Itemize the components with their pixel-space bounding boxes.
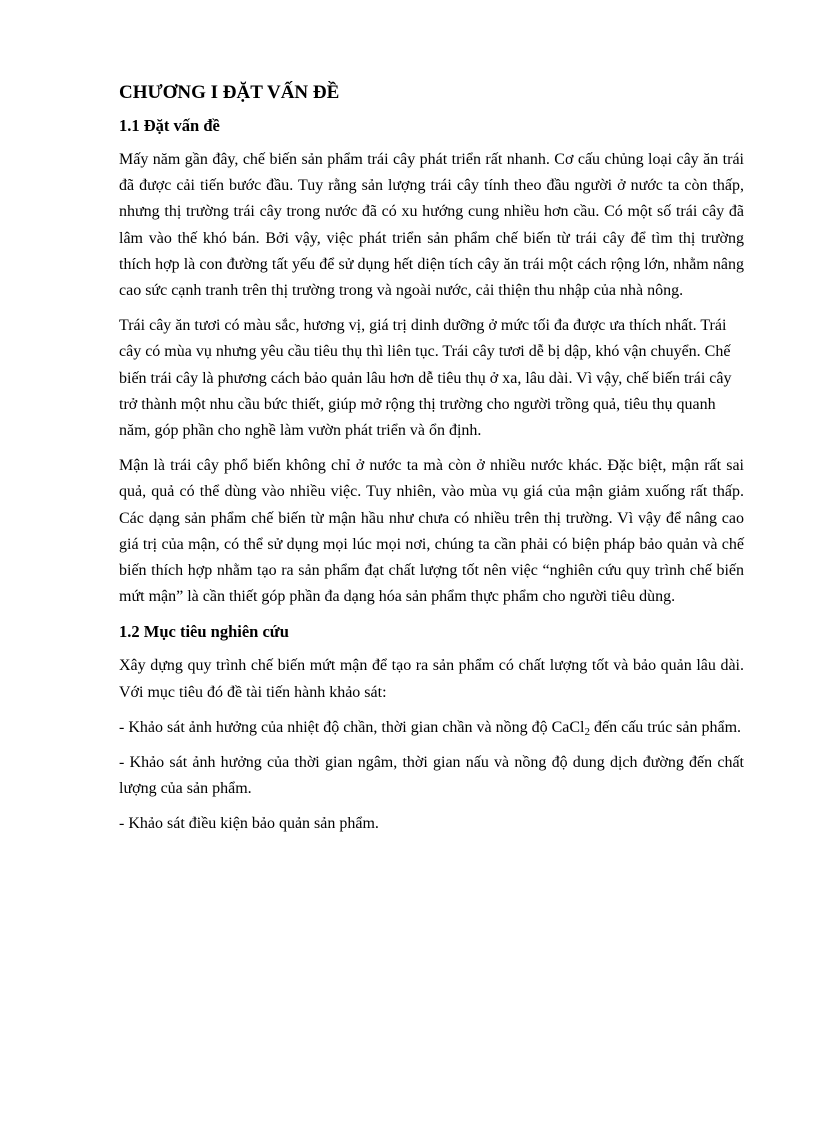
objective-item-1-text: - Khảo sát ảnh hưởng của nhiệt độ chần, thời gian chần và nồng độ CaCl bbox=[119, 718, 585, 736]
objective-item-1 bbox=[119, 715, 744, 741]
section-1-paragraph-2: Trái cây ăn tươi có màu sắc, hương vị, giá trị dinh dưỡng ở mức tối đa được ưa thích nhất. Trái cây có mùa vụ nhưng yêu cầu tiêu thụ thì liên tục. Trái cây tươi dễ bị dập, khó vận chuyển. Chế biến trái cây là phương cách bảo quản lâu hơn dễ tiêu thụ ở xa, lâu dài. Vì vậy, chế biến trái cây trở thành một nhu cầu bức thiết, giúp mở rộng thị trường cho người trồng quả, tiêu thụ quanh năm, góp phần cho nghề làm vườn phát triển và ổn định. bbox=[119, 317, 732, 440]
section-2-intro: Xây dựng quy trình chế biến mứt mận để tạo ra sản phẩm có chất lượng tốt và bảo quản lâu dài. Với mục tiêu đó đề tài tiến hành khảo sát: bbox=[119, 657, 744, 701]
document-page bbox=[119, 80, 744, 847]
section-1-paragraph-1: Mấy năm gần đây, chế biến sản phẩm trái cây phát triển rất nhanh. Cơ cấu chủng loại cây ăn trái đã được cải tiến bước đầu. Tuy rằng sản lượng trái cây tính theo đầu người ở nước ta còn thấp, nhưng thị trường trái cây trong nước đã có xu hướng cung nhiều hơn cầu. Có một số trái cây đã lâm vào thế khó bán. Bởi vậy, việc phát triển sản phẩm chế biến từ trái cây để tìm thị trường thích hợp là con đường tất yếu để sử dụng hết diện tích cây ăn trái một cách rộng lớn, nhằm nâng cao sức cạnh tranh trên thị trường trong và ngoài nước, cải thiện thu nhập của nhà nông. bbox=[119, 151, 744, 300]
section-2-title: 1.2 Mục tiêu nghiên cứu bbox=[119, 622, 289, 642]
objective-item-3: - Khảo sát điều kiện bảo quản sản phẩm. bbox=[119, 815, 379, 833]
section-1-title: 1.1 Đặt vấn đề bbox=[119, 116, 220, 135]
objective-item-1-text-end: đến cấu trúc sản phẩm. bbox=[589, 718, 742, 736]
chapter-title: CHƯƠNG I ĐẶT VẤN ĐỀ bbox=[119, 82, 340, 103]
objective-item-1-subscript: 2 bbox=[584, 725, 590, 738]
section-1-paragraph-3: Mận là trái cây phổ biến không chỉ ở nước ta mà còn ở nhiều nước khác. Đặc biệt, mận rất sai quả, quả có thể dùng vào nhiều việc. Tuy nhiên, vào mùa vụ giá của mận giảm xuống rất thấp. Các dạng sản phẩm chế biến từ mận hầu như chưa có nhiều trên thị trường. Vì vậy để nâng cao giá trị của mận, có thể sử dụng mọi lúc mọi nơi, chúng ta cần phải có biện pháp bảo quản và chế biến thích hợp nhằm tạo ra sản phẩm đạt chất lượng tốt nên việc “nghiên cứu quy trình chế biến mứt mận” là cần thiết góp phần đa dạng hóa sản phẩm thực phẩm cho người tiêu dùng. bbox=[119, 457, 744, 606]
objective-item-2: - Khảo sát ảnh hưởng của thời gian ngâm, thời gian nấu và nồng độ dung dịch đường đến chất lượng của sản phẩm. bbox=[119, 754, 744, 798]
